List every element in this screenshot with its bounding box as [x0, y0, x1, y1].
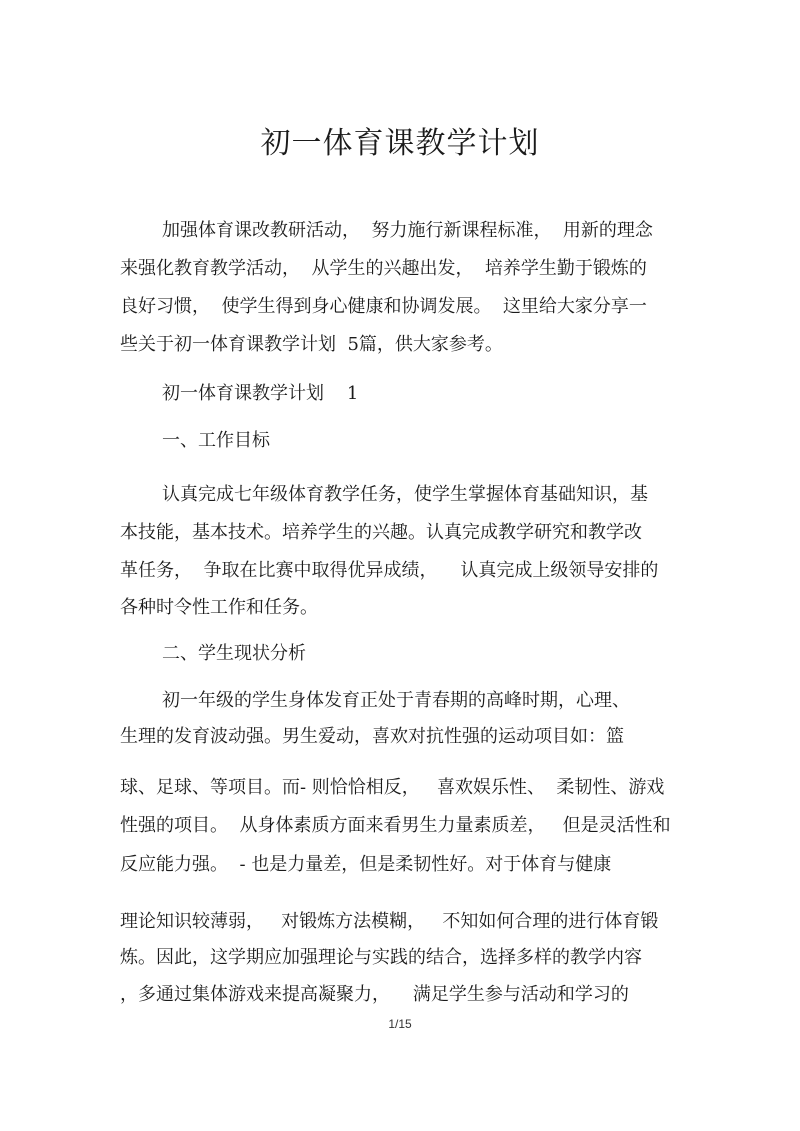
paragraph-line: 理论知识较薄弱， 对锻炼方法模糊， 不知如何合理的进行体育锻: [120, 911, 659, 932]
paragraph-line: 些关于初一体育课教学计划 5篇，供大家参考。: [120, 334, 503, 355]
section-heading: 一、工作目标: [162, 430, 270, 451]
paragraph-line: 本技能，基本技术。培养学生的兴趣。认真完成教学研究和教学改: [120, 522, 642, 543]
paragraph-line: 球、足球、等项目。而- 则恰恰相反， 喜欢娱乐性、 柔韧性、游戏: [120, 777, 665, 798]
paragraph-line: 各种时令性工作和任务。: [120, 597, 318, 618]
paragraph-line: 炼。因此，这学期应加强理论与实践的结合，选择多样的教学内容: [120, 947, 642, 968]
section-heading: 初一体育课教学计划 1: [162, 383, 359, 404]
document-title: 初一体育课教学计划: [260, 126, 540, 161]
paragraph-line: 生理的发育波动强。男生爱动，喜欢对抗性强的运动项目如：篮: [120, 726, 624, 747]
paragraph-line: 初一年级的学生身体发育正处于青春期的高峰时期，心理、: [162, 690, 630, 711]
section-heading: 二、学生现状分析: [162, 643, 306, 664]
paragraph-line: 反应能力强。 - 也是力量差，但是柔韧性好。对于体育与健康: [120, 854, 612, 875]
paragraph-line: 革任务， 争取在比赛中取得优异成绩， 认真完成上级领导安排的: [120, 560, 659, 581]
paragraph-line: 性强的项目。 从身体素质方面来看男生力量素质差， 但是灵活性和: [120, 815, 671, 836]
paragraph-line: 来强化教育教学活动， 从学生的兴趣出发， 培养学生勤于锻炼的: [120, 258, 647, 279]
paragraph-line: ，多通过集体游戏来提高凝聚力， 满足学生参与活动和学习的: [120, 984, 629, 1005]
paragraph-line: 加强体育课改教研活动， 努力施行新课程标准， 用新的理念: [162, 220, 653, 241]
page-number: 1/15: [388, 1017, 412, 1031]
paragraph-line: 良好习惯， 使学生得到身心健康和协调发展。 这里给大家分享一: [120, 296, 647, 317]
paragraph-line: 认真完成七年级体育教学任务，使学生掌握体育基础知识，基: [162, 484, 648, 505]
